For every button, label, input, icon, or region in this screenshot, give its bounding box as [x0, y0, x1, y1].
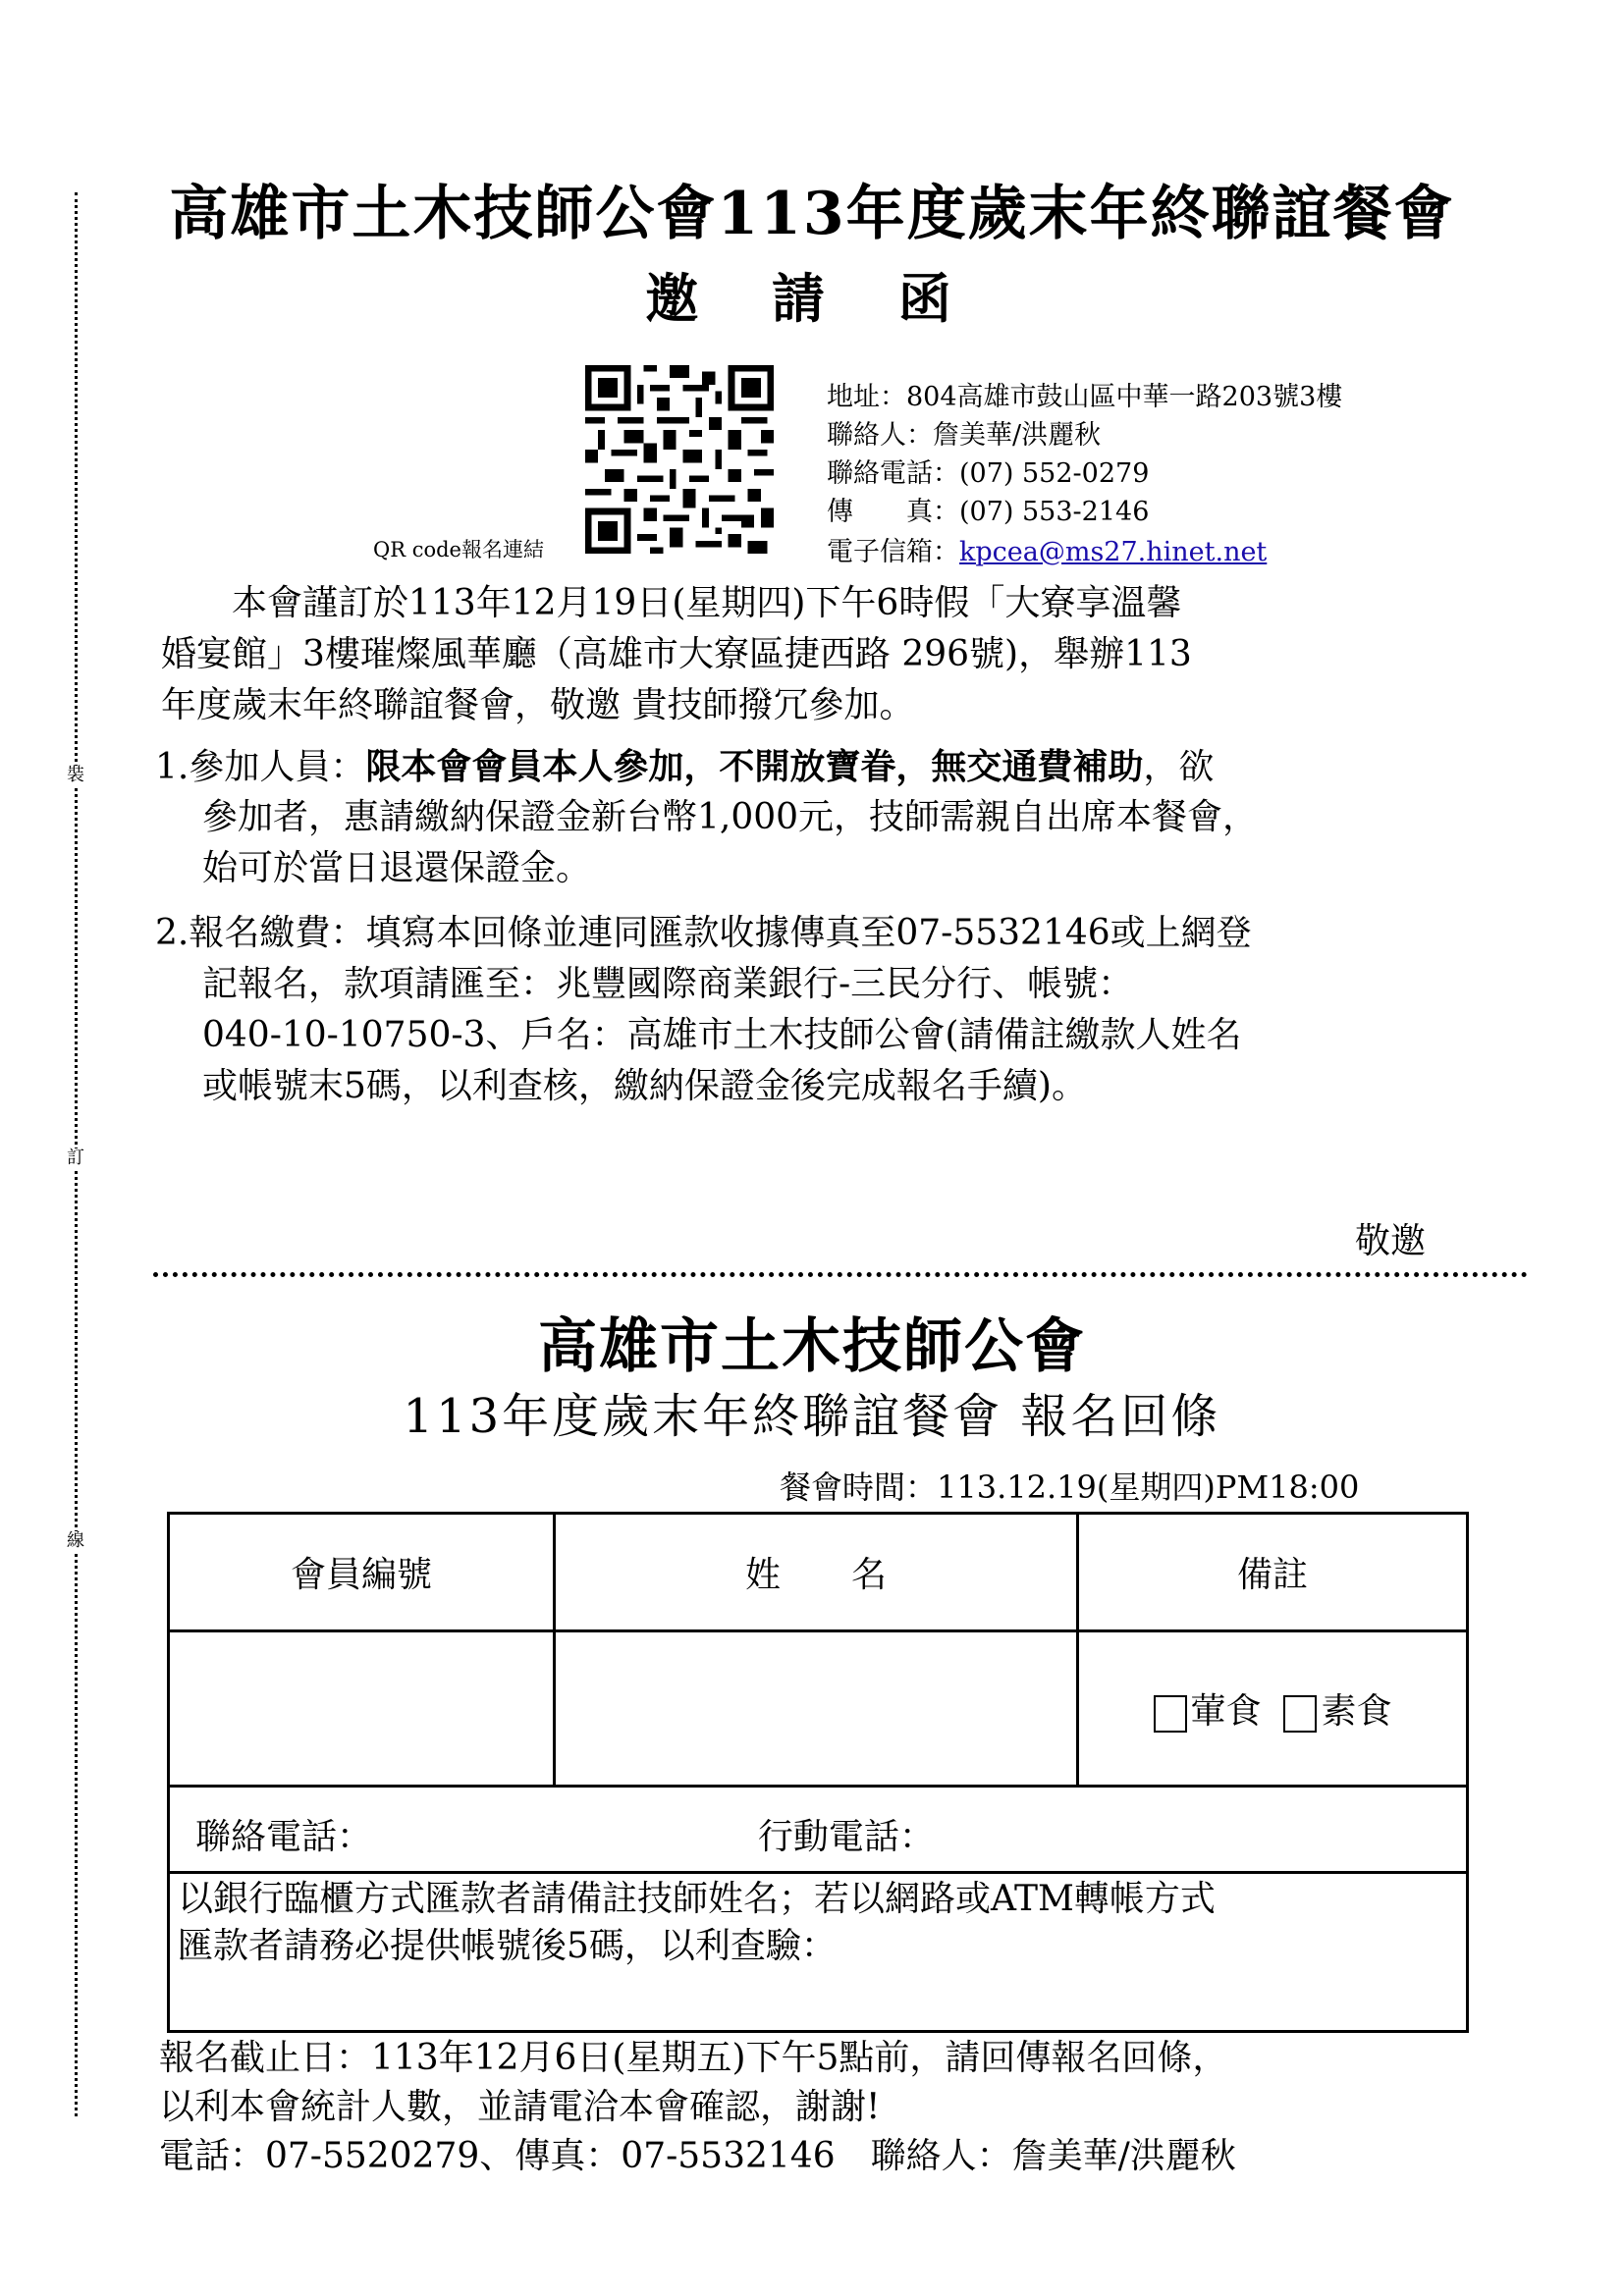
qr-code-icon[interactable]: [585, 365, 774, 554]
body-line-3: 年度歲末年終聯誼餐會，敬邀 貴技師撥冗參加。: [161, 685, 915, 725]
meal-choice-cell: [1078, 1631, 1468, 1787]
meat-meal-checkbox[interactable]: [1154, 1695, 1187, 1733]
remittance-note-line-2: 匯款者請務必提供帳號後5碼，以利查驗：: [178, 1926, 837, 1966]
vegetarian-meal-checkbox[interactable]: [1283, 1695, 1317, 1733]
contact-person: 聯絡人：詹美華/洪麗秋: [827, 420, 1102, 451]
header-name: 姓 名: [555, 1514, 1078, 1631]
reply-slip-org: 高雄市土木技師公會: [538, 1312, 1086, 1381]
qr-code-label: QR code報名連結: [373, 538, 544, 561]
item-2-line-2: 記報名，款項請匯至：兆豐國際商業銀行-三民分行、帳號：: [202, 964, 1134, 1004]
item-1-restriction: 限本會會員本人參加，不開放寶眷，無交通費補助: [365, 746, 1144, 787]
cut-line: [153, 1272, 1528, 1277]
phone-label: 聯絡電話：: [195, 1817, 373, 1857]
invitation-subtitle: 邀 請 函: [645, 267, 979, 330]
reply-slip-title: 113年度歲末年終聯誼餐會 報名回條: [403, 1389, 1221, 1444]
deadline-line-2: 以利本會統計人數，並請電洽本會確認，謝謝!: [159, 2087, 881, 2127]
name-field[interactable]: [555, 1631, 1078, 1787]
header-member-id: 會員編號: [169, 1514, 555, 1631]
contact-address: 地址：804高雄市鼓山區中華一路203號3樓: [827, 382, 1343, 412]
item-1-line-1: [155, 742, 1214, 792]
remittance-note-cell[interactable]: [169, 1873, 1468, 2032]
meal-time: 餐會時間：113.12.19(星期四)PM18:00: [780, 1468, 1360, 1506]
item-1-line-3: 始可於當日退還保證金。: [202, 848, 592, 888]
header-remarks: 備註: [1078, 1514, 1468, 1631]
item-1-suffix: ，欲: [1143, 747, 1215, 787]
body-line-1: 本會謹訂於113年12月19日(星期四)下午6時假「大寮享溫馨: [161, 583, 1182, 623]
binding-mark: 訂: [67, 1148, 84, 1168]
item-1-line-2: 參加者，惠請繳納保證金新台幣1,000元，技師需親自出席本餐會，: [202, 797, 1259, 837]
binding-mark: 裝: [67, 765, 84, 785]
deadline-line-1: 報名截止日：113年12月6日(星期五)下午5點前，請回傳報名回條，: [159, 2038, 1228, 2078]
contact-email-row: [827, 530, 1267, 568]
contact-fax: 傳 真：(07) 553-2146: [827, 497, 1150, 527]
item-2-line-4: 或帳號末5碼，以利查核，繳納保證金後完成報名手續)。: [202, 1066, 1087, 1106]
member-id-field[interactable]: [169, 1631, 555, 1787]
meat-meal-label: 葷食: [1190, 1691, 1262, 1732]
mobile-label: 行動電話：: [757, 1817, 935, 1857]
footer-contact: 電話：07-5520279、傳真：07-5532146 聯絡人：詹美華/洪麗秋: [159, 2136, 1236, 2176]
contact-email-label: 電子信箱：: [827, 537, 959, 567]
contact-phone: 聯絡電話：(07) 552-0279: [827, 458, 1150, 489]
remittance-note-line-1: 以銀行臨櫃方式匯款者請備註技師姓名；若以網路或ATM轉帳方式: [178, 1879, 1216, 1919]
phone-row[interactable]: [169, 1787, 1468, 1873]
vegetarian-meal-label: 素食: [1321, 1691, 1392, 1732]
reply-form-table: [167, 1512, 1469, 2033]
body-line-2: 婚宴館」3樓璀燦風華廳（高雄市大寮區捷西路 296號)，舉辦113: [161, 634, 1192, 674]
item-2-line-1: 2.報名繳費：填寫本回條並連同匯款收據傳真至07-5532146或上網登: [155, 913, 1252, 953]
binding-mark: 線: [67, 1530, 84, 1551]
contact-email-link[interactable]: kpcea@ms27.hinet.net: [959, 537, 1268, 567]
closing-text: 敬邀: [1355, 1221, 1427, 1261]
invitation-title: 高雄市土木技師公會113年度歲末年終聯誼餐會: [169, 180, 1455, 248]
item-1-prefix: 1.參加人員：: [155, 747, 366, 787]
item-2-line-3: 040-10-10750-3、戶名：高雄市土木技師公會(請備註繳款人姓名: [202, 1015, 1242, 1055]
